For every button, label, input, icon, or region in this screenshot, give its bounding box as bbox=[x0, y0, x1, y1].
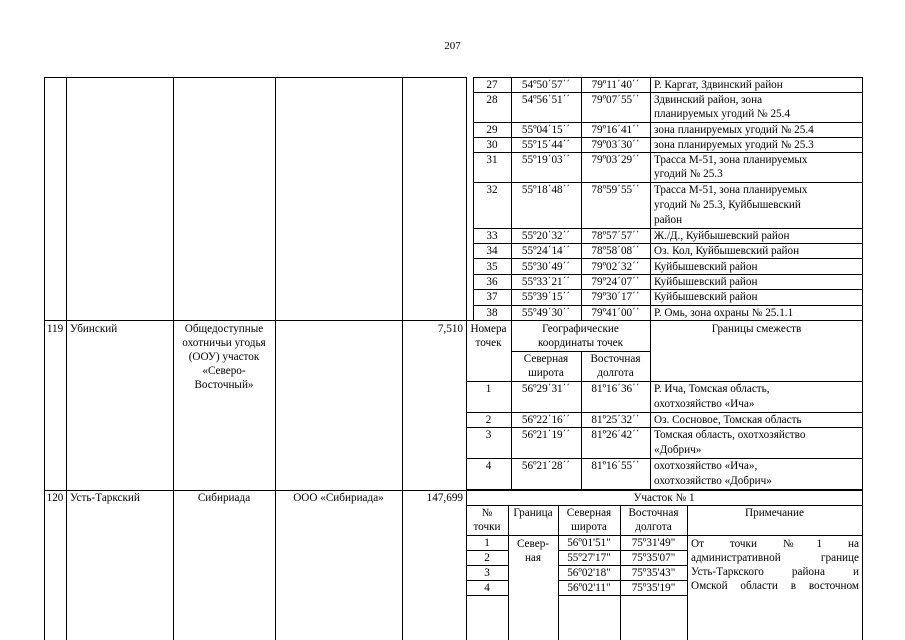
latitude-value: 56º01'51" bbox=[567, 537, 611, 549]
point-number: 37 bbox=[486, 291, 498, 303]
border-text: Куйбышевский район bbox=[654, 291, 758, 303]
borders-header: Границы смежеств bbox=[711, 323, 802, 335]
point-number: 33 bbox=[486, 230, 498, 242]
point-number: 30 bbox=[486, 139, 498, 151]
latitude-value: 54º50΄57΄΄ bbox=[521, 79, 571, 91]
latitude-value: 55º27'17" bbox=[567, 552, 611, 564]
point-number: 27 bbox=[486, 79, 498, 91]
point-number: 36 bbox=[486, 276, 498, 288]
north-latitude-header: Северная bbox=[523, 353, 569, 365]
longitude-value: 75º35'43" bbox=[631, 567, 676, 579]
point-header: № bbox=[481, 507, 493, 519]
district-name: Убинский bbox=[70, 323, 118, 335]
point-number: 34 bbox=[486, 245, 498, 257]
latitude-value: 56º02'18" bbox=[567, 567, 611, 579]
longitude-value: 79º30΄17΄΄ bbox=[591, 291, 640, 303]
point-number: 1 bbox=[485, 383, 492, 395]
point-number: 28 bbox=[486, 94, 498, 106]
latitude-value: 55º04΄15΄΄ bbox=[521, 124, 571, 136]
grounds-name-line: Восточный» bbox=[194, 379, 254, 391]
note-header: Примечание bbox=[745, 507, 804, 519]
border-text: Оз. Кол, Куйбышевский район bbox=[654, 245, 800, 257]
border-text: угодий № 25.3 bbox=[654, 168, 723, 180]
longitude-value: 79º02΄32΄΄ bbox=[591, 261, 640, 273]
border-text: Здвинский район, зона bbox=[654, 94, 763, 106]
longitude-value: 79º03΄30΄΄ bbox=[591, 139, 640, 151]
grounds-name: Сибириада bbox=[197, 492, 251, 504]
longitude-value: 79º41΄00΄΄ bbox=[591, 307, 640, 319]
border-text: Р. Каргат, Здвинский район bbox=[654, 79, 783, 91]
border-text: район bbox=[654, 214, 683, 226]
point-number: 31 bbox=[486, 154, 498, 166]
longitude-value: 78º58΄08΄΄ bbox=[591, 245, 640, 257]
latitude-value: 56º21΄28΄΄ bbox=[521, 460, 571, 472]
border-text: Р. Омь, зона охраны № 25.1.1 bbox=[654, 307, 794, 319]
area-value: 7,510 bbox=[437, 323, 463, 335]
point-number: 2 bbox=[484, 552, 490, 564]
latitude-value: 55º15΄44΄΄ bbox=[521, 139, 571, 151]
note-text-line: От точки №1 на bbox=[691, 538, 859, 550]
border-text: охотхозяйство «Ича», bbox=[654, 460, 758, 472]
point-number: 4 bbox=[484, 582, 490, 594]
latitude-value: 55º24΄14΄΄ bbox=[521, 245, 571, 257]
point-number: 4 bbox=[485, 460, 492, 472]
longitude-value: 81º25΄32΄΄ bbox=[591, 414, 640, 426]
latitude-value: 56º02'11" bbox=[567, 582, 611, 594]
longitude-value: 79º24΄07΄΄ bbox=[591, 276, 640, 288]
latitude-value: 56º22΄16΄΄ bbox=[521, 414, 571, 426]
latitude-value: 55º33΄21΄΄ bbox=[521, 276, 571, 288]
row-number: 120 bbox=[46, 492, 64, 504]
geo-coords-header: Географические bbox=[542, 323, 619, 335]
border-text: охотхозяйство «Добрич» bbox=[654, 475, 772, 487]
longitude-value: 79º03΄29΄΄ bbox=[591, 154, 640, 166]
latitude-value: 55º18΄48΄΄ bbox=[521, 184, 571, 196]
note-text-line: Усть-Таркского района и bbox=[691, 566, 859, 578]
points-header: точек bbox=[475, 337, 502, 349]
grounds-name-line: (ООУ) участок bbox=[188, 351, 260, 363]
note-text-line: административной границе bbox=[691, 552, 859, 564]
border-header: Граница bbox=[513, 507, 553, 519]
border-text: Трасса М-51, зона планируемых bbox=[654, 154, 808, 166]
latitude-value: 55º20΄32΄΄ bbox=[521, 230, 571, 242]
longitude-value: 75º31'49" bbox=[631, 537, 676, 549]
border-value: Север- bbox=[516, 538, 550, 550]
border-text: Куйбышевский район bbox=[654, 261, 758, 273]
longitude-value: 81º16΄36΄΄ bbox=[591, 383, 640, 395]
east-longitude-header: долгота bbox=[597, 367, 634, 379]
latitude-value: 55º30΄49΄΄ bbox=[521, 261, 571, 273]
east-longitude-header: Восточная bbox=[628, 507, 679, 519]
point-number: 2 bbox=[485, 414, 492, 426]
east-longitude-header: долгота bbox=[635, 521, 672, 533]
grounds-name-line: «Северо- bbox=[202, 365, 246, 377]
longitude-value: 78º57΄57΄΄ bbox=[591, 230, 640, 242]
longitude-value: 79º07΄55΄΄ bbox=[591, 94, 640, 106]
row-number: 119 bbox=[46, 323, 64, 335]
east-longitude-header: Восточная bbox=[590, 353, 641, 365]
point-number: 1 bbox=[484, 537, 490, 549]
area-value: 147,699 bbox=[426, 492, 463, 504]
district-name: Усть-Таркский bbox=[70, 492, 140, 504]
latitude-value: 55º19΄03΄΄ bbox=[521, 154, 571, 166]
point-number: 3 bbox=[485, 429, 492, 441]
latitude-value: 56º29΄31΄΄ bbox=[521, 383, 571, 395]
page-number: 207 bbox=[444, 40, 461, 52]
latitude-value: 55º39΄15΄΄ bbox=[521, 291, 571, 303]
latitude-value: 55º49΄30΄΄ bbox=[521, 307, 571, 319]
north-latitude-header: широта bbox=[571, 521, 607, 533]
border-text: угодий № 25.3, Куйбышевский bbox=[654, 199, 801, 211]
point-header: точки bbox=[473, 521, 501, 533]
border-text: Куйбышевский район bbox=[654, 276, 758, 288]
border-text: планируемых угодий № 25.4 bbox=[654, 108, 791, 120]
points-header: Номера bbox=[470, 323, 507, 335]
latitude-value: 54º56΄51΄΄ bbox=[521, 94, 571, 106]
point-number: 29 bbox=[486, 124, 498, 136]
border-text: зона планируемых угодий № 25.3 bbox=[654, 139, 814, 151]
longitude-value: 79º11΄40΄΄ bbox=[591, 79, 640, 91]
longitude-value: 75º35'19" bbox=[631, 582, 676, 594]
border-text: «Добрич» bbox=[654, 444, 702, 456]
border-text: зона планируемых угодий № 25.4 bbox=[654, 124, 814, 136]
border-text: Р. Ича, Томская область, bbox=[654, 383, 770, 395]
longitude-value: 79º16΄41΄΄ bbox=[591, 124, 640, 136]
longitude-value: 81º16΄55΄΄ bbox=[591, 460, 640, 472]
point-number: 3 bbox=[484, 567, 490, 579]
grounds-name-line: охотничьи угодья bbox=[182, 337, 266, 349]
border-text: Ж./Д., Куйбышевский район bbox=[654, 230, 790, 242]
longitude-value: 78º59΄55΄΄ bbox=[591, 184, 640, 196]
note-text-line: Омской области в восточном bbox=[691, 580, 859, 592]
point-number: 35 bbox=[486, 261, 498, 273]
plot-title: Участок № 1 bbox=[633, 492, 695, 504]
longitude-value: 75º35'07" bbox=[631, 552, 676, 564]
point-number: 32 bbox=[486, 184, 498, 196]
latitude-value: 56º21΄19΄΄ bbox=[521, 429, 571, 441]
border-text: Томская область, охотхозяйство bbox=[654, 429, 806, 441]
border-value: ная bbox=[524, 552, 542, 564]
longitude-value: 81º26΄42΄΄ bbox=[591, 429, 640, 441]
north-latitude-header: широта bbox=[528, 367, 564, 379]
geo-coords-header: координаты точек bbox=[537, 337, 624, 349]
point-number: 38 bbox=[486, 307, 498, 319]
border-text: Трасса М-51, зона планируемых bbox=[654, 184, 808, 196]
border-text: Оз. Сосновое, Томская область bbox=[654, 414, 802, 426]
north-latitude-header: Северная bbox=[566, 507, 612, 519]
grounds-name-line: Общедоступные bbox=[184, 323, 264, 335]
border-text: охотхозяйство «Ича» bbox=[654, 398, 755, 410]
user-name: ООО «Сибириада» bbox=[293, 492, 384, 504]
